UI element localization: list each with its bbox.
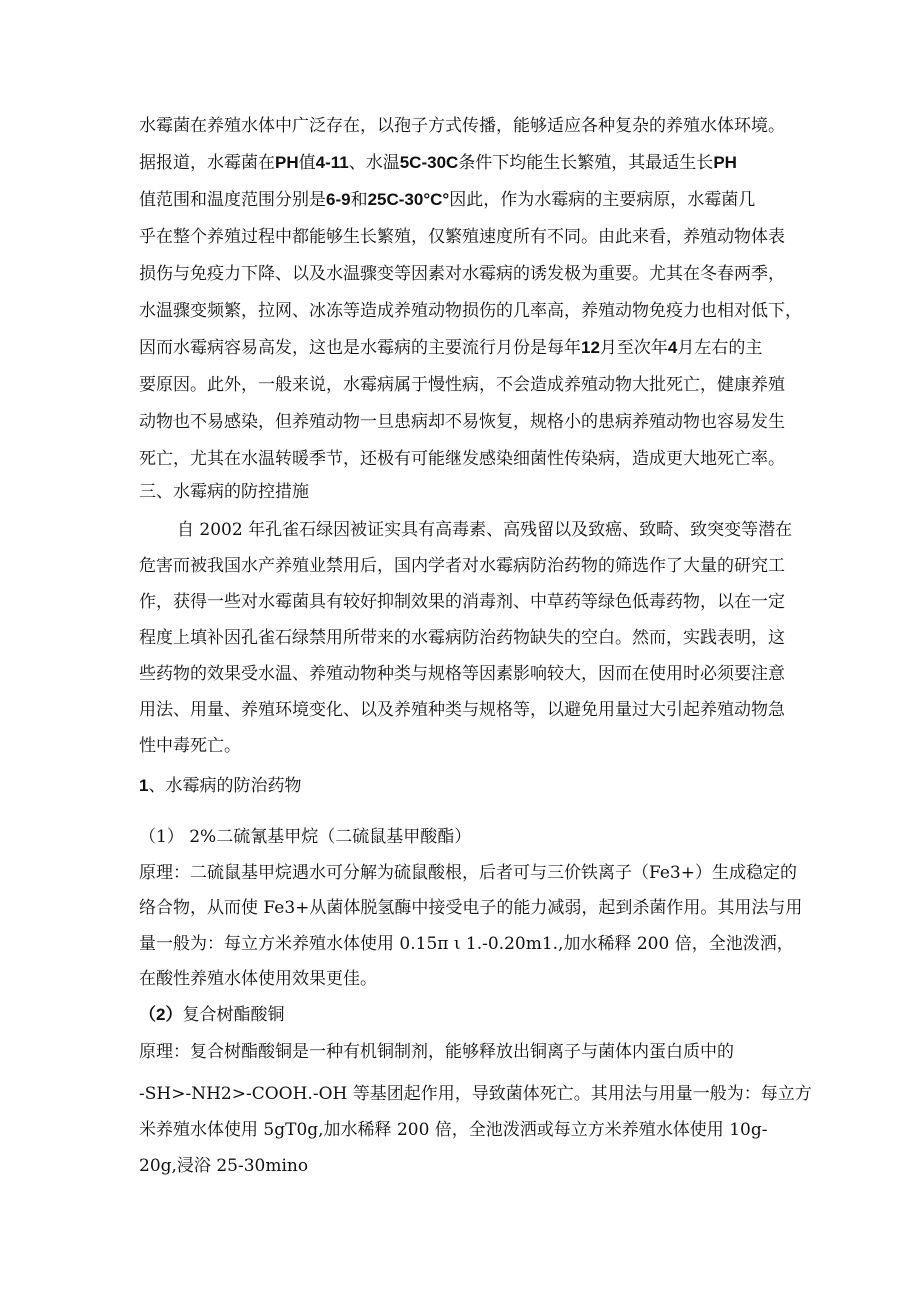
paragraph-line: 水霉菌在养殖水体中广泛存在，以孢子方式传播，能够适应各种复杂的养殖水体环境。: [139, 116, 785, 136]
paragraph-line: 量一般为：每立方米养殖水体使用 0.15π ι 1.-0.20m1.,加水稀释 200 倍，全池泼洒，: [139, 934, 794, 954]
paragraph-line: 要原因。此外，一般来说，水霉病属于慢性病，不会造成养殖动物大批死亡，健康养殖: [139, 375, 785, 395]
paragraph-line: 用法、用量、养殖环境变化、以及养殖种类与规格等，以避免用量过大引起养殖动物急: [139, 700, 785, 720]
item-title: （1） 2%二硫氰基甲烷（二硫鼠基甲酸酯）: [139, 827, 472, 847]
paragraph-line: 因而水霉病容易高发，这也是水霉病的主要流行月份是每年12月至次年4月左右的主: [139, 338, 763, 358]
paragraph-line: -SH>-NH2>-COOH.-OH 等基团起作用，导致菌体死亡。其用法与用量一般为：每立方: [139, 1084, 812, 1104]
paragraph-line: 据报道，水霉菌在PH值4-11、水温5C-30C条件下均能生长繁殖，其最适生长PH: [139, 153, 737, 173]
paragraph-line: 在酸性养殖水体使用效果更佳。: [139, 969, 377, 989]
paragraph-line: 损伤与免疫力下降、以及水温骤变等因素对水霉病的诱发极为重要。尤其在冬春两季，: [139, 264, 785, 284]
paragraph-line: 水温骤变频繁，拉网、冰冻等造成养殖动物损伤的几率高，养殖动物免疫力也相对低下，: [139, 301, 802, 321]
item-title: （2）复合树酯酸铜: [139, 1005, 285, 1025]
paragraph-line: 乎在整个养殖过程中都能够生长繁殖，仅繁殖速度所有不同。由此来看，养殖动物体表: [139, 227, 785, 247]
paragraph-line: 米养殖水体使用 5gT0g,加水稀释 200 倍，全池泼洒或每立方米养殖水体使用 10g-: [139, 1120, 768, 1140]
paragraph-line: 原理：复合树酯酸铜是一种有机铜制剂，能够释放出铜离子与菌体内蛋白质中的: [139, 1042, 734, 1062]
paragraph-line: 动物也不易感染，但养殖动物一旦患病却不易恢复，规格小的患病养殖动物也容易发生: [139, 412, 785, 432]
paragraph-line: 死亡，尤其在水温转暖季节，还极有可能继发感染细菌性传染病，造成更大地死亡率。: [139, 449, 785, 469]
section-heading: 三、水霉病的防控措施: [139, 482, 309, 502]
paragraph-line: 20g,浸浴 25-30mino: [139, 1156, 309, 1176]
paragraph-line: 值范围和温度范围分别是6-9和25C-30°C°因此，作为水霉病的主要病原，水霉菌几: [139, 190, 756, 210]
paragraph-line: 程度上填补因孔雀石绿禁用所带来的水霉病防治药物缺失的空白。然而，实践表明，这: [139, 628, 785, 648]
paragraph-line: 络合物，从而使 Fe3+从菌体脱氢酶中接受电子的能力减弱，起到杀菌作用。其用法与用: [139, 898, 803, 918]
paragraph-line: 原理：二硫鼠基甲烷遇水可分解为硫鼠酸根，后者可与三价铁离子（Fe3+）生成稳定的: [139, 863, 797, 883]
paragraph-line: 自 2002 年孔雀石绿因被证实具有高毒素、高残留以及致癌、致畸、致突变等潜在: [177, 520, 793, 540]
paragraph-line: 作，获得一些对水霉菌具有较好抑制效果的消毒剂、中草药等绿色低毒药物，以在一定: [139, 592, 785, 612]
paragraph-line: 些药物的效果受水温、养殖动物种类与规格等因素影响较大，因而在使用时必须要注意: [139, 664, 785, 684]
subsection-heading: 1、水霉病的防治药物: [139, 776, 302, 796]
paragraph-line: 性中毒死亡。: [139, 736, 241, 756]
paragraph-line: 危害而被我国水产养殖业禁用后，国内学者对水霉病防治药物的筛选作了大量的研究工: [139, 556, 785, 576]
